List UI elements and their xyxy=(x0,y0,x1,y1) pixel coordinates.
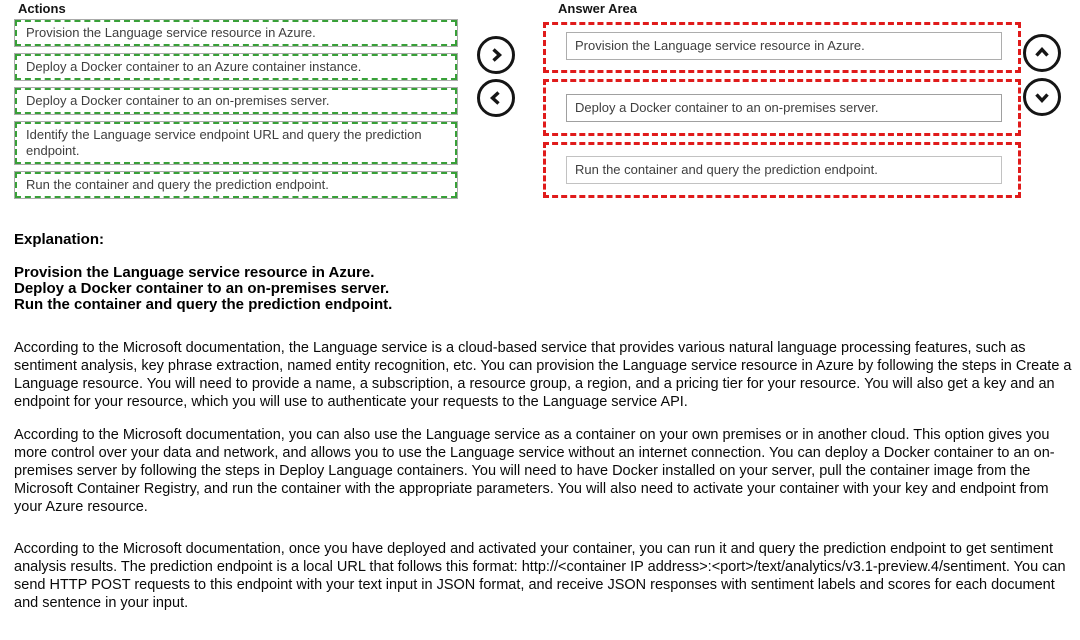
action-item[interactable]: Run the container and query the prediction endpoint. xyxy=(14,171,458,199)
explanation-paragraph: According to the Microsoft documentation, the Language service is a cloud-based service that provides various natural language processing features, such as sentiment analysis, key phrase extraction, named entity recognition, etc. You can provision the Language service resource in Azure by following the steps in Create a Language resource. You will need to provide a name, a subscription, a resource group, a region, and a pricing tier for your resource. You will also get a key and an endpoint for your resource, which you will use to authenticate your requests to the Language service API. xyxy=(14,340,1072,410)
move-to-answer-button[interactable] xyxy=(477,36,515,74)
move-down-button[interactable] xyxy=(1023,78,1061,116)
move-up-button[interactable] xyxy=(1023,34,1061,72)
actions-list xyxy=(14,19,458,205)
answer-item[interactable]: Run the container and query the prediction endpoint. xyxy=(566,156,1002,184)
explanation-heading: Explanation: xyxy=(14,231,105,248)
answer-slot xyxy=(543,142,1021,198)
answer-slot xyxy=(543,79,1021,136)
chevron-left-icon xyxy=(487,89,505,107)
action-item[interactable]: Deploy a Docker container to an on-premises server. xyxy=(14,87,458,115)
action-item[interactable]: Deploy a Docker container to an Azure container instance. xyxy=(14,53,458,81)
explanation-paragraph: According to the Microsoft documentation, once you have deployed and activated your container, you can run it and query the prediction endpoint to get sentiment analysis results. The prediction endpoint is a local URL that follows this format: http://<container IP address>:<port>/text/analytics/v3.1-preview.4/sentiment. You can send HTTP POST requests to this endpoint with your text input in JSON format, and receive JSON responses with sentiment labels and scores for each document and sentence in your input. xyxy=(14,541,1066,611)
answer-sequence-line: Deploy a Docker container to an on-premises server. xyxy=(14,280,390,297)
answer-sequence-line: Provision the Language service resource in Azure. xyxy=(14,264,375,281)
action-item[interactable]: Identify the Language service endpoint URL and query the prediction endpoint. xyxy=(14,121,458,165)
answer-item[interactable]: Provision the Language service resource in Azure. xyxy=(566,32,1002,60)
chevron-down-icon xyxy=(1033,88,1051,106)
answer-sequence-line: Run the container and query the prediction endpoint. xyxy=(14,296,393,313)
explanation-answer-sequence xyxy=(14,265,392,313)
answer-slot xyxy=(543,22,1021,73)
move-to-actions-button[interactable] xyxy=(477,79,515,117)
explanation-paragraph: According to the Microsoft documentation, you can also use the Language service as a container on your own premises or in another cloud. This option gives you more control over your data and network, and allows you to use the Language service without an internet connection. You can deploy a Docker container to an on-premises server by following the steps in Deploy Language containers. You will need to have Docker installed on your server, pull the container image from the Microsoft Container Registry, and run the container with the appropriate parameters. You will also need to activate your container with your key and endpoint from your Azure resource. xyxy=(14,427,1055,515)
answer-area-title: Answer Area xyxy=(558,1,637,16)
chevron-right-icon xyxy=(487,46,505,64)
chevron-up-icon xyxy=(1033,44,1051,62)
actions-panel-title: Actions xyxy=(18,1,66,16)
answer-item[interactable]: Deploy a Docker container to an on-premises server. xyxy=(566,94,1002,122)
action-item[interactable]: Provision the Language service resource in Azure. xyxy=(14,19,458,47)
